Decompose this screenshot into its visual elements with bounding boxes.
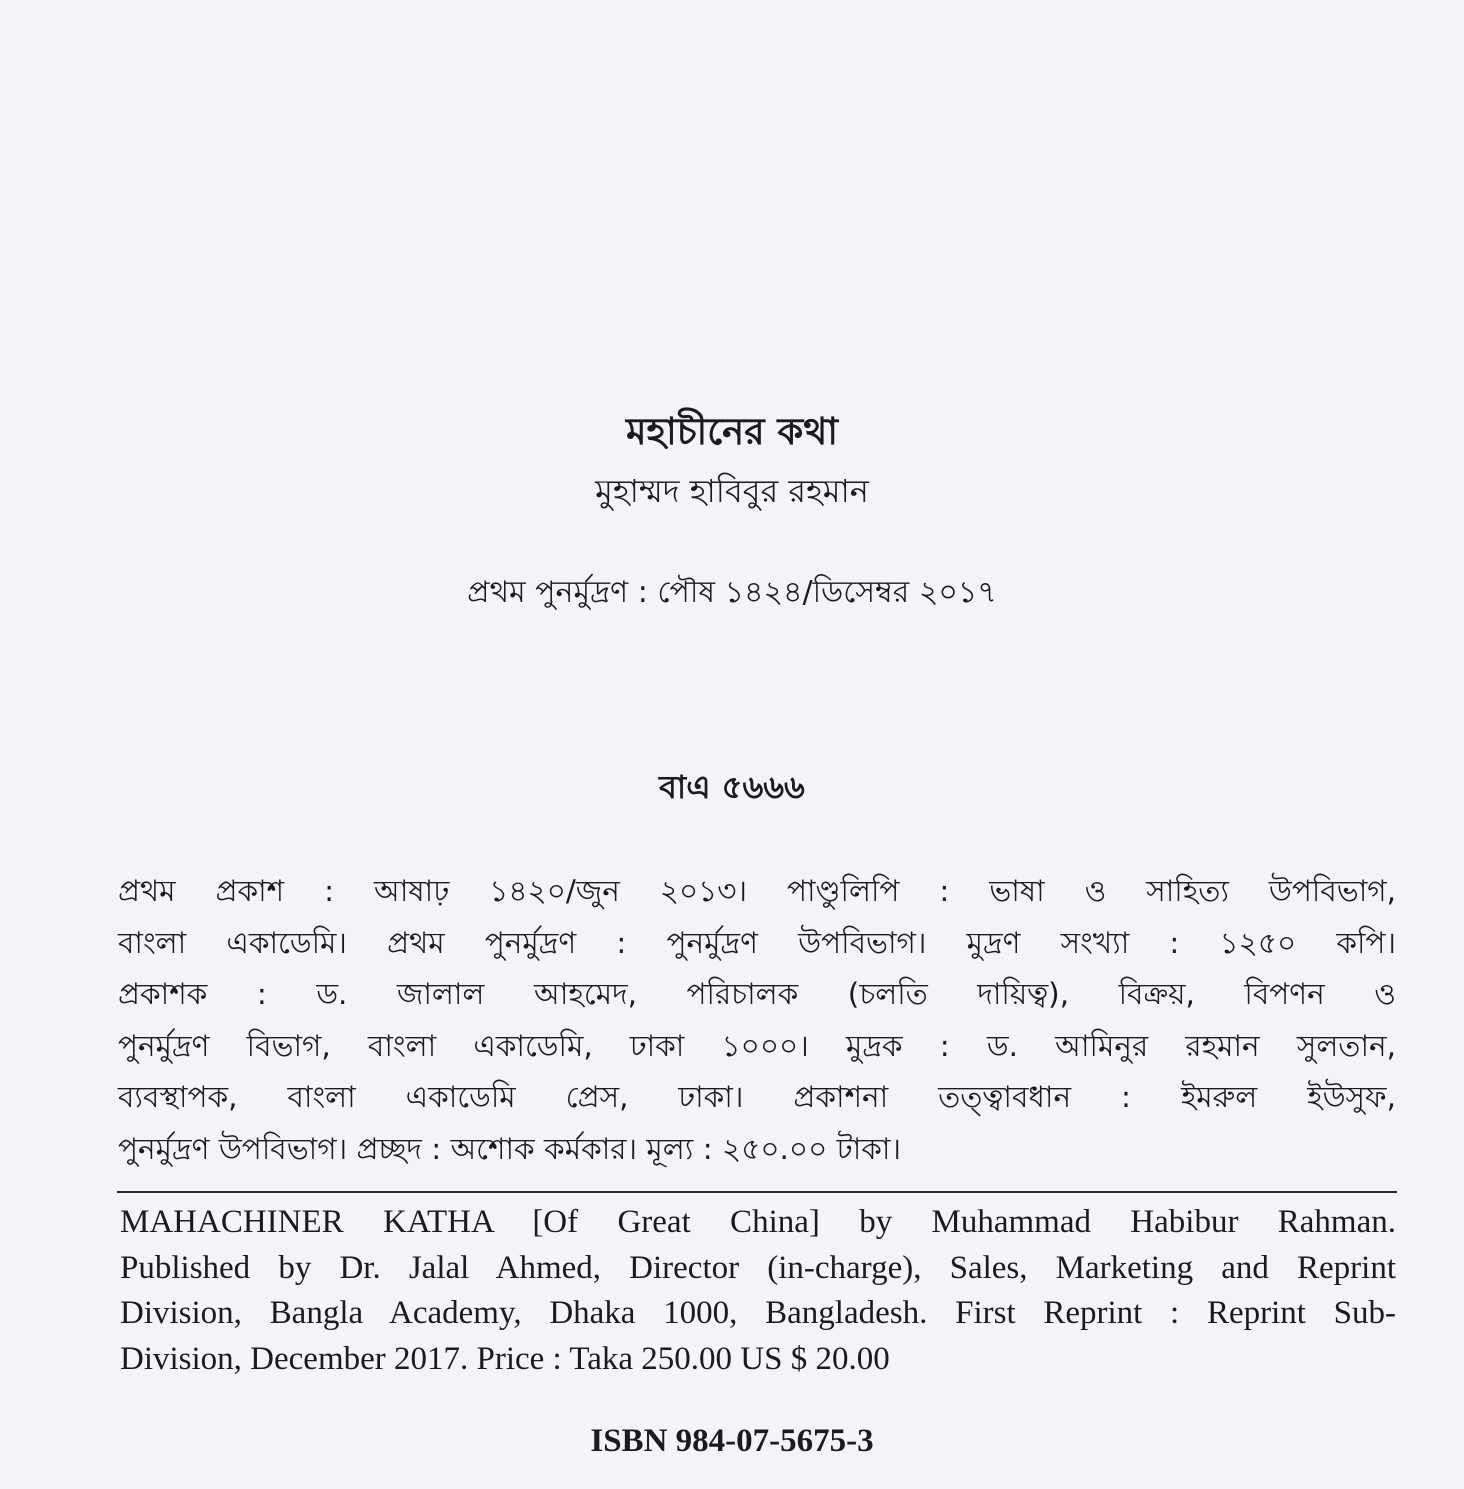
divider-rule	[117, 1191, 1397, 1193]
bengali-colophon-line: পুনর্মুদ্রণ উপবিভাগ। প্রচ্ছদ : অশোক কর্মকার। মূল্য : ২৫০.০০ টাকা।	[118, 1131, 902, 1166]
english-colophon-line: Published by Dr. Jalal Ahmed, Director (in-charge), Sales, Marketing and Reprint	[120, 1249, 1396, 1286]
bengali-colophon	[118, 866, 1396, 1175]
catalog-code: বাএ ৫৬৬৬	[659, 768, 805, 806]
english-colophon-line: MAHACHINER KATHA [Of Great China] by Muhammad Habibur Rahman.	[120, 1204, 1396, 1240]
bengali-colophon-line: প্রথম প্রকাশ : আষাঢ় ১৪২০/জুন ২০১৩। পাণ্ডুলিপি : ভাষা ও সাহিত্য উপবিভাগ,	[118, 874, 1396, 908]
bengali-colophon-line: ব্যবস্থাপক, বাংলা একাডেমি প্রেস, ঢাকা। প্রকাশনা তত্ত্বাবধান : ইমরুল ইউসুফ,	[118, 1080, 1396, 1114]
bengali-colophon-line: পুনর্মুদ্রণ বিভাগ, বাংলা একাডেমি, ঢাকা ১০০০। মুদ্রক : ড. আমিনুর রহমান সুলতান,	[118, 1028, 1396, 1063]
book-author: মুহাম্মদ হাবিবুর রহমান	[595, 472, 869, 510]
book-title: মহাচীনের কথা	[625, 410, 839, 453]
isbn-number: ISBN 984-07-5675-3	[590, 1423, 874, 1459]
reprint-date-line: প্রথম পুনর্মুদ্রণ : পৌষ ১৪২৪/ডিসেম্বর ২০১৭	[467, 575, 997, 610]
english-colophon-line: Division, Bangla Academy, Dhaka 1000, Bangladesh. First Reprint : Reprint Sub-	[120, 1295, 1396, 1331]
bengali-colophon-line: প্রকাশক : ড. জালাল আহমেদ, পরিচালক (চলতি দায়িত্ব), বিক্রয়, বিপণন ও	[118, 977, 1396, 1011]
english-colophon-line: Division, December 2017. Price : Taka 250.00 US $ 20.00	[120, 1340, 890, 1377]
english-colophon	[120, 1200, 1396, 1382]
bengali-colophon-line: বাংলা একাডেমি। প্রথম পুনর্মুদ্রণ : পুনর্মুদ্রণ উপবিভাগ। মুদ্রণ সংখ্যা : ১২৫০ কপি।	[118, 925, 1396, 960]
